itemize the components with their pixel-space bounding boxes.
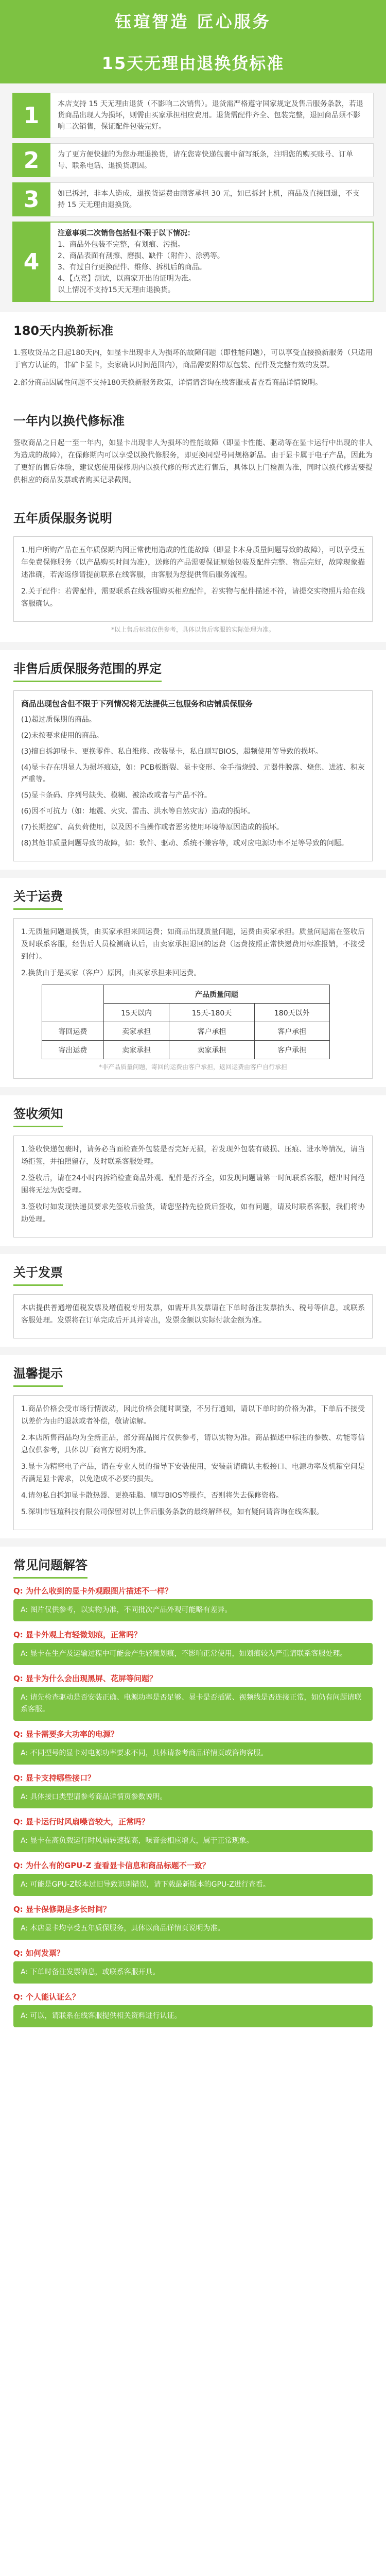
shipping-section xyxy=(0,878,386,1087)
faq-item xyxy=(13,1991,373,2027)
table-period: 180天以外 xyxy=(254,1004,329,1022)
paragraph: 1.签收快递包裹时，请务必当面检查外包装是否完好无损，若发现外包装有破损、压痕、进水等情况，请当场拒签，并拍照留存，及时联系客服处理。 xyxy=(21,1145,365,1166)
shipping-note: *非产品质量问题，寄回的运费由客户承担，返回运费由客户自行承担 xyxy=(98,1063,287,1071)
policy-title: 15天无理由退换货标准 xyxy=(0,41,386,83)
paragraph: 3.显卡为精密电子产品，请在专业人员的指导下安装使用，安装前请确认主板接口、电源功率及机箱空间是否满足显卡需求，以免造成不必要的损失。 xyxy=(21,1463,365,1483)
table-cell: 卖家承担 xyxy=(103,1022,169,1041)
warranty-section xyxy=(0,500,386,642)
list-item: (3)擅自拆卸显卡、更换零件、私自维修、改装显卡，私自刷写BIOS，超频使用等导致的损坏。 xyxy=(21,748,323,756)
faq-question: Q: 显卡为什么会出现黑屏、花屏等问题？ xyxy=(13,1674,157,1683)
faq-answer: A: 具体接口类型请参考商品详情页参数说明。 xyxy=(13,1786,373,1808)
faq-answer: A: 本店显卡均享受五年质保服务，具体以商品详情页说明为准。 xyxy=(13,1918,373,1940)
policy-text xyxy=(50,222,374,302)
faq-item xyxy=(13,1672,373,1721)
faq-item xyxy=(13,1772,373,1808)
table-cell: 客户承担 xyxy=(169,1022,254,1041)
paragraph: 2.本店所售商品均为全新正品，部分商品图片仅供参考，请以实物为准。商品描述中标注的参数、功能等信息仅供参考，具体以厂商官方说明为准。 xyxy=(21,1434,365,1454)
faq-answer: A: 图片仅供参考，以实物为准，不同批次产品外观可能略有差异。 xyxy=(13,1599,373,1621)
faq-question: Q: 显卡外观上有轻微划痕，正常吗？ xyxy=(13,1630,142,1639)
policy-line: 4、【点亮】测试，以商家开出的证明为准。 xyxy=(58,275,196,283)
policy-line: 3、有过自行更换配件、维修、拆机后的商品。 xyxy=(58,263,206,272)
policy-item xyxy=(12,143,374,177)
faq-item xyxy=(13,1728,373,1765)
table-cell: 客户承担 xyxy=(254,1041,329,1059)
faq-item xyxy=(13,1859,373,1896)
policy-number: 3 xyxy=(12,182,50,216)
paragraph: 2.关于配件：若需配件，需要联系在线客服购买相应配件，若实物与配件描述不符，请提交实物照片给在线客服确认。 xyxy=(21,587,365,608)
faq-answer: A: 可能是GPU-Z版本过旧导致识别错误，请下载最新版本的GPU-Z进行查看。 xyxy=(13,1874,373,1896)
faq-answer: A: 可以，请联系在线客服提供相关资料进行认证。 xyxy=(13,2005,373,2027)
divider xyxy=(0,870,386,878)
policy-text: 本店支持 15 天无理由退货（不影响二次销售）。退货需严格遵守国家规定及售后服务条款，若退货商品出现人为损坏，则需由买家承担相应费用。退货需配件齐全、包装完整，退回商品须不影响二次销售，保证配件包装完好。 xyxy=(50,93,374,138)
faq-answer: A: 显卡在生产及运输过程中可能会产生轻微划痕，不影响正常使用，如划痕较为严重请联系客服处理。 xyxy=(13,1643,373,1665)
paragraph: 2.签收后，请在24小时内拆箱检查商品外观、配件是否齐全，如发现问题请第一时间联系客服，超出时间范围将无法为您受理。 xyxy=(21,1174,365,1195)
table-row-label: 寄出运费 xyxy=(42,1041,104,1059)
list-item: (1)超过质保期的商品。 xyxy=(21,716,96,724)
table-row xyxy=(42,1022,330,1041)
exchange-1y-section xyxy=(0,402,386,500)
divider xyxy=(0,1246,386,1254)
table-row-label: 寄回运费 xyxy=(42,1022,104,1041)
table-header: 产品质量问题 xyxy=(103,985,329,1004)
list-item: (5)显卡条码、序列号缺失、模糊、被涂改或者与产品不符。 xyxy=(21,791,212,800)
paragraph: 2.部分商品因属性问题不支持180天换新服务政策，详情请咨询在线客服或者查看商品详情说明。 xyxy=(13,379,323,387)
faq-question: Q: 为什么有的GPU-Z 查看显卡信息和商品标题不一致？ xyxy=(13,1861,210,1870)
paragraph: 本店提供普通增值税发票及增值税专用发票，如需开具发票请在下单时备注发票抬头、税号等信息，或联系客服处理。发票将在订单完成后开具并寄出，发票金额以实际付款金额为准。 xyxy=(21,1304,365,1325)
warranty-note: *以上售后标准仅供参考，具体以售后客服的实际处理为准。 xyxy=(111,626,275,633)
paragraph: 1.用户所购产品在五年质保期内因正常使用造成的性能故障（即显卡本身质量问题导致的故障），可以享受五年免费保修服务（以产品购买时间为准），送修的产品需要保证原始包装及配件完整、物品完好，故障现象描述准确，若需返修请提前联系在线客服，由客服为您提供售后服务流程。 xyxy=(21,546,365,579)
shipping-box xyxy=(13,918,373,1079)
paragraph: 1.商品价格会受市场行情波动，因此价格会随时调整，不另行通知，请以下单时的价格为准，下单后不接受以差价为由的退款或者补偿，敬请谅解。 xyxy=(21,1405,365,1426)
signing-box xyxy=(13,1136,373,1238)
list-item: (4)显卡存在明显人为损坏痕迹，如：PCB板断裂、显卡变形、金手指烧毁、元器件脱落、烧焦、进液、积灰严重等。 xyxy=(21,764,365,784)
table-cell: 客户承担 xyxy=(254,1022,329,1041)
policy-item xyxy=(12,93,374,138)
policy-number: 4 xyxy=(12,222,50,302)
paragraph: 2.换货由于是买家（客户）原因，由买家承担来回运费。 xyxy=(21,969,201,977)
divider xyxy=(0,642,386,650)
exchange-180-section xyxy=(0,312,386,402)
faq-question: Q: 个人能认证么？ xyxy=(13,1992,80,2002)
policy-text: 如已拆封，非本人造成，退换货运费由顾客承担 30 元，如已拆封上机，商品及直接回退，不支持 15 天无理由退换货。 xyxy=(50,182,374,216)
signing-section xyxy=(0,1095,386,1246)
policy-item xyxy=(12,182,374,216)
policy-text: 为了更方便快捷的为您办理退换货，请在您寄快递包裹中留写纸条，注明您的购买账号、订单号、联系电话、退换货原因。 xyxy=(50,143,374,177)
faq-answer: A: 不同型号的显卡对电源功率要求不同，具体请参考商品详情页或咨询客服。 xyxy=(13,1742,373,1765)
invoice-section xyxy=(0,1254,386,1347)
invoice-box xyxy=(13,1294,373,1338)
faq-item xyxy=(13,1816,373,1852)
section-title: 一年内以换代修标准 xyxy=(13,414,125,428)
policy-line: 以上情况不支持15天无理由退换货。 xyxy=(58,286,175,294)
section-title: 关于发票 xyxy=(13,1262,63,1286)
section-title: 180天内换新标准 xyxy=(13,324,114,338)
faq-question: Q: 显卡支持哪些接口？ xyxy=(13,1773,95,1783)
paragraph: 签收商品之日起一至一年内，如显卡出现非人为损坏的性能故障（即显卡性能、驱动等在显卡运行中出现的非人为造成的故障），在保修期内可以享受以换代修服务，即更换同型号同规格新品。由于显卡属于电子产品，因此为了更好的售后体验，建议您使用保修期内以换代修的形式进行售后，具体以上门检测为准，同时以换代修需要提供相应的商品发票或者购买记录截图。 xyxy=(13,439,373,484)
policy-line: 2、商品表面有刮擦、磨损、缺件（附件）、涂鸦等。 xyxy=(58,252,224,260)
shipping-table xyxy=(42,985,330,1059)
table-row xyxy=(42,1041,330,1059)
faq-answer: A: 请先检查驱动是否安装正确、电源功率是否足够、显卡是否插紧、视频线是否连接正常，如仍有问题请联系客服。 xyxy=(13,1687,373,1721)
brand-bar xyxy=(0,0,386,41)
faq-item xyxy=(13,1585,373,1621)
policy-number: 1 xyxy=(12,93,50,138)
tips-box xyxy=(13,1395,373,1530)
brand-title: 钰瑄智造 匠心服务 xyxy=(115,12,271,31)
table-cell: 卖家承担 xyxy=(103,1041,169,1059)
table-period: 15天-180天 xyxy=(169,1004,254,1022)
faq-answer: A: 显卡在高负载运行时风扇转速提高，噪音会相应增大，属于正常现象。 xyxy=(13,1830,373,1852)
paragraph: 5.深圳市钰瑄科技有限公司保留对以上售后服务条款的最终解释权，如有疑问请咨询在线客服。 xyxy=(21,1508,324,1516)
policy-number: 2 xyxy=(12,143,50,177)
policy-list xyxy=(0,83,386,312)
warranty-box xyxy=(13,536,373,622)
policy-line: 1、商品外包装不完整，有划痕、污损。 xyxy=(58,241,185,249)
faq-question: Q: 显卡保修期是多长时间？ xyxy=(13,1905,111,1914)
policy-lead: 注意事项二次销售包括但不限于以下情况： xyxy=(58,229,195,238)
table-cell: 卖家承担 xyxy=(169,1041,254,1059)
list-item: (7)长期挖矿、高负荷使用，以及因不当操作或者恶劣使用环境等原因造成的损坏。 xyxy=(21,823,284,832)
divider xyxy=(0,1347,386,1355)
list-item: (2)未按要求使用的商品。 xyxy=(21,732,103,740)
footer-space xyxy=(0,2043,386,2063)
faq-answer: A: 下单时备注发票信息，或联系客服开具。 xyxy=(13,1961,373,1984)
list-item: (6)因不可抗力（如：地震、火灾、雷击、洪水等自然灾害）造成的损坏。 xyxy=(21,807,255,816)
paragraph: 1.无质量问题退换货，由买家承担来回运费；如商品出现质量问题，运费由卖家承担。质量问题需在签收后及时联系客服，经售后人员检测确认后，由卖家承担退回的运费（运费按照正常快递费用标准报销，不接受到付）。 xyxy=(21,928,365,961)
divider xyxy=(0,1087,386,1095)
faq-question: Q: 如何发票？ xyxy=(13,1948,64,1958)
paragraph: 4.请勿私自拆卸显卡散热器、更换硅脂、刷写BIOS等操作，否则将失去保修资格。 xyxy=(21,1492,283,1500)
non-warranty-box xyxy=(13,690,373,861)
tips-section xyxy=(0,1355,386,1538)
faq-question: Q: 为什么收到的显卡外观跟图片描述不一样？ xyxy=(13,1586,172,1596)
section-title: 关于运费 xyxy=(13,886,63,910)
faq-question: Q: 显卡需要多大功率的电源？ xyxy=(13,1730,118,1739)
section-title: 温馨提示 xyxy=(13,1363,63,1387)
section-title: 签收须知 xyxy=(13,1104,63,1127)
faq-item xyxy=(13,1629,373,1665)
policy-item xyxy=(12,222,374,302)
faq-item xyxy=(13,1903,373,1940)
box-title: 商品出现包含但不限于下列情况将无法提供三包服务和店铺质保服务 xyxy=(21,699,253,708)
paragraph: 3.签收时如发现快递员要求先签收后验货，请您坚持先验货后签收，如有问题，请及时联系客服，我们将协助处理。 xyxy=(21,1203,365,1224)
divider xyxy=(0,1538,386,1547)
non-warranty-section xyxy=(0,650,386,870)
section-title: 常见问题解答 xyxy=(13,1555,87,1579)
faq-item xyxy=(13,1947,373,1984)
section-title: 五年质保服务说明 xyxy=(13,511,112,526)
section-title: 非售后质保服务范围的界定 xyxy=(13,658,162,682)
table-corner xyxy=(42,985,104,1022)
list-item: (8)其他非质量问题导致的故障，如：软件、驱动、系统不兼容等，或对应电源功率不足等导致的问题。 xyxy=(21,839,348,848)
faq-section xyxy=(0,1547,386,2043)
faq-question: Q: 显卡运行时风扇噪音较大，正常吗？ xyxy=(13,1817,149,1826)
paragraph: 1.签收货品之日起180天内，如显卡出现非人为损坏的故障问题（即性能问题），可以享受直接换新服务（只适用于官方认证的，非矿卡显卡，卖家确认时间范围内），商品需要附带原包装、配件及完整有效的发票。 xyxy=(13,349,373,369)
table-period: 15天以内 xyxy=(103,1004,169,1022)
